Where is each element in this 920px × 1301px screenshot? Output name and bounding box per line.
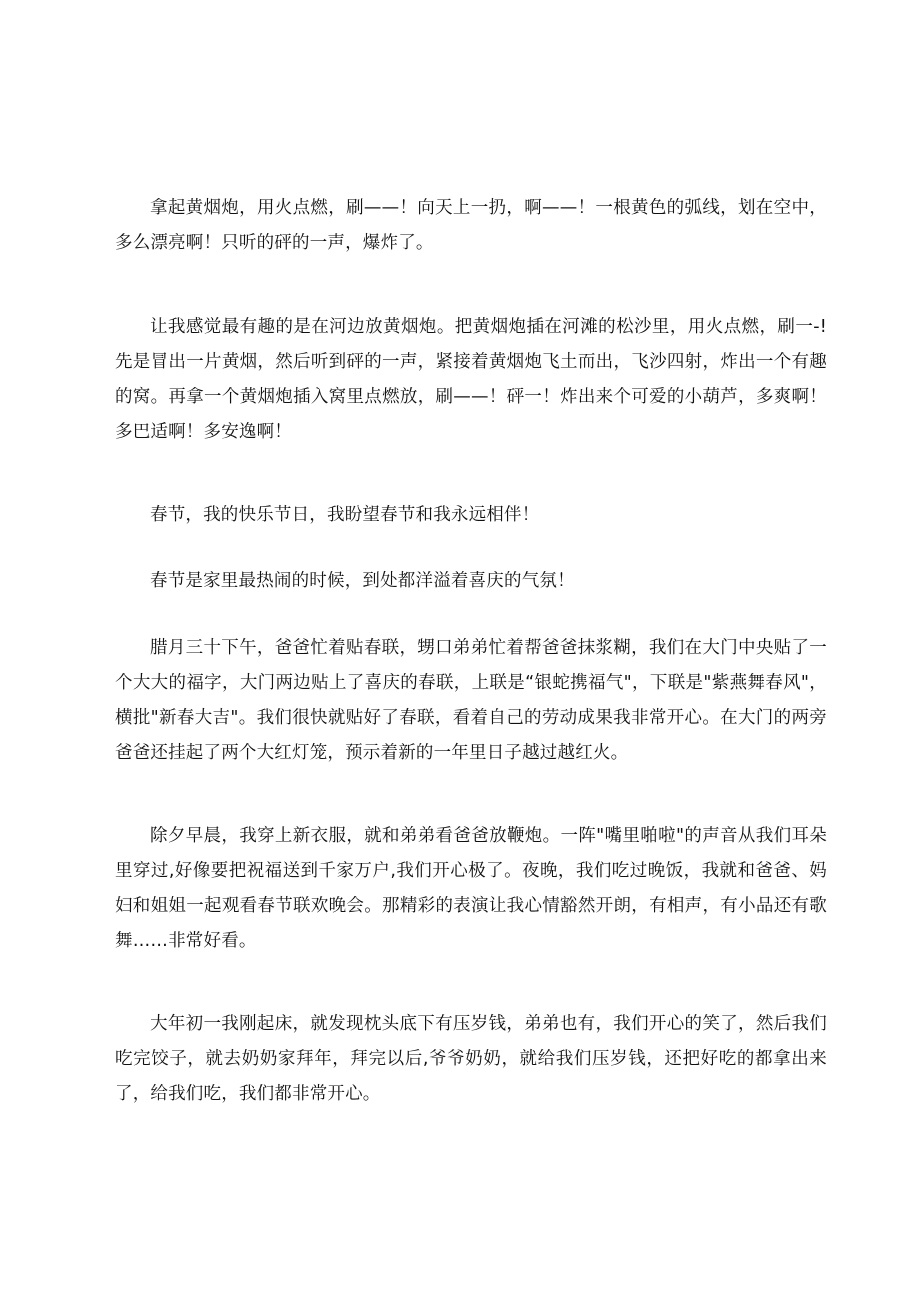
paragraph-couplets: 腊月三十下午，爸爸忙着贴春联，甥口弟弟忙着帮爸爸抹浆糊，我们在大门中央贴了一个大大的福字，大门两边贴上了喜庆的春联，上联是“银蛇携福气"，下联是"紫燕舞春风"，横批"新春大吉"。我们很快就贴好了春联，看着自己的劳动成果我非常开心。在大门的两旁爸爸还挂起了两个大红灯笼，预示着新的一年里日子越过越红火。 (115, 638, 827, 763)
paragraph-yellow-firecracker: 拿起黄烟炮，用火点燃，刷——！向天上一扔，啊——！一根黄色的弧线，划在空中，多么漂亮啊！只听的砰的一声，爆炸了。 (115, 198, 827, 253)
document-body (115, 191, 827, 1162)
paragraph-riverside-firecracker: 让我感觉最有趣的是在河边放黄烟炮。把黄烟炮插在河滩的松沙里，用火点燃，刷一-!先是冒出一片黄烟，然后听到砰的一声，紧接着黄烟炮飞土而出，飞沙四射，炸出一个有趣的窝。再拿一个黄烟炮插入窝里点燃放，刷——！砰一！炸出来个可爱的小葫芦，多爽啊！多巴适啊！多安逸啊！ (115, 317, 827, 442)
paragraph-lively-home: 春节是家里最热闹的时候，到处都洋溢着喜庆的气氛！ (150, 571, 575, 591)
paragraph-new-years-eve: 除夕早晨，我穿上新衣服，就和弟弟看爸爸放鞭炮。一阵"嘴里啪啦"的声音从我们耳朵里穿过,好像要把祝福送到千家万户,我们开心极了。夜晚，我们吃过晚饭，我就和爸爸、妈妇和姐姐一起观看春节联欢晚会。那精彩的表演让我心情豁然开朗，有相声，有小品还有歌舞……非常好看。 (115, 826, 827, 951)
paragraph-happy-festival: 春节，我的快乐节日，我盼望春节和我永远相伴！ (150, 505, 540, 525)
paragraph-new-year-day: 大年初一我刚起床，就发现枕头底下有压岁钱，弟弟也有，我们开心的笑了，然后我们吃完饺子，就去奶奶家拜年，拜完以后,爷爷奶奶，就给我们压岁钱，还把好吃的都拿出来了，给我们吃，我们都非常开心。 (115, 1014, 827, 1104)
